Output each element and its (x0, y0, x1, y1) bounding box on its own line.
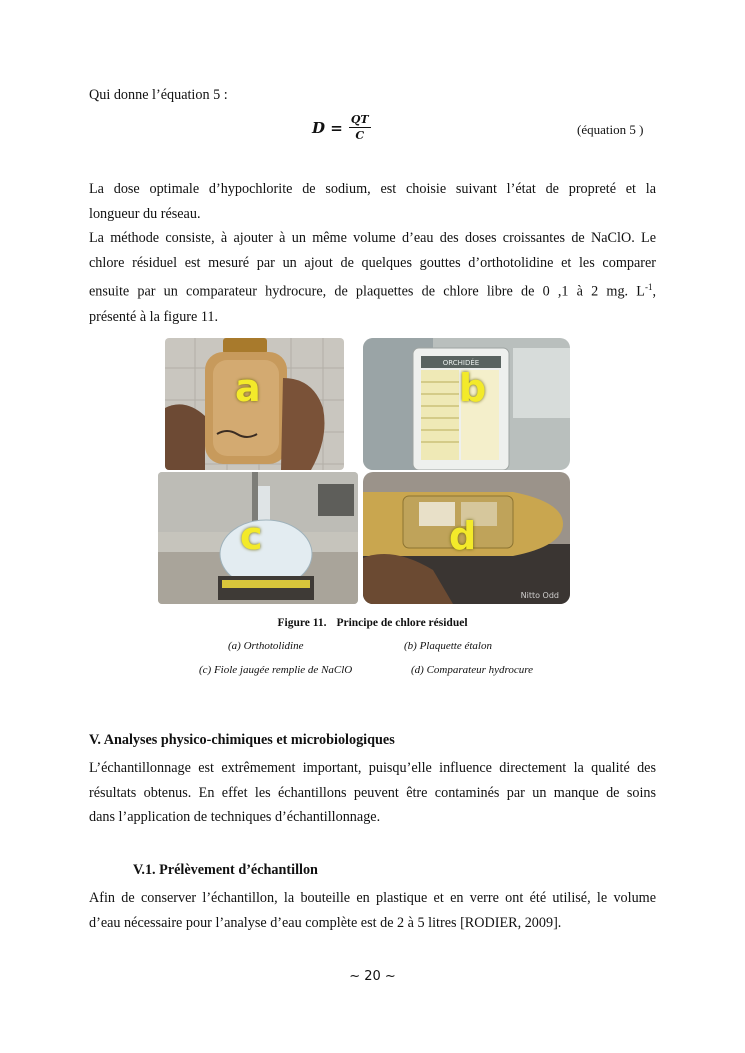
text-line (89, 275, 656, 304)
legend-d: (d) Comparateur hydrocure (411, 664, 533, 676)
brand-label: ORCHIDÉE (442, 359, 480, 367)
paragraph-echantillonnage (89, 756, 656, 830)
text-line: résultats obtenus. En effet les échantillons peuvent être contaminés par un manque de soins (89, 784, 656, 801)
photo-comparateur (363, 472, 570, 604)
figure-title: Principe de chlore résiduel (336, 617, 468, 629)
legend-a: (a) Orthotolidine (228, 640, 304, 652)
text-line-part: , (652, 284, 656, 301)
page-number: ~ 20 ~ (349, 969, 396, 984)
superscript: -1 (644, 282, 653, 293)
text-line: La dose optimale d’hypochlorite de sodium, est choisie suivant l’état de propreté et la (89, 181, 656, 197)
figure-number: Figure 11. (277, 617, 327, 629)
photo-letter-d: d (449, 514, 477, 558)
subsection-heading: V.1. Prélèvement d’échantillon (133, 862, 318, 878)
figure-caption (0, 617, 745, 629)
photo-plaquette (363, 338, 570, 470)
text-line: présenté à la figure 11. (89, 308, 219, 325)
equation-5 (312, 113, 371, 142)
paragraph-prelevement (89, 886, 656, 935)
equation-label: (équation 5 ) (577, 122, 644, 137)
text-line: chlore résiduel est mesuré par un ajout de quelques gouttes d’orthotolidine et les comparer (89, 254, 656, 271)
text-line: La méthode consiste, à ajouter à un même volume d’eau des doses croissantes de NaClO. Le (89, 230, 656, 247)
photo-letter-c: c (240, 514, 263, 558)
intro-text: Qui donne l’équation 5 : (89, 87, 228, 103)
watermark: Nitto Odd (520, 591, 559, 600)
equation-fraction (349, 113, 371, 142)
photo-fiole (158, 472, 358, 604)
photo-letter-a: a (235, 366, 261, 410)
text-line: L’échantillonnage est extrêmement important, puisqu’elle influence directement la qualité des (89, 760, 656, 776)
photo-orthotolidine (165, 338, 344, 470)
text-line: Afin de conserver l’échantillon, la bouteille en plastique et en verre ont été utilisé, le volume (89, 890, 656, 906)
legend-c: (c) Fiole jaugée remplie de NaClO (199, 664, 353, 676)
equation-numerator: QT (350, 113, 369, 126)
paragraph-dose (89, 177, 656, 329)
text-line: d’eau nécessaire pour l’analyse d’eau complète est de 2 à 5 litres [RODIER, 2009]. (89, 914, 562, 931)
section-heading: V. Analyses physico-chimiques et microbiologiques (89, 732, 395, 748)
equation-denominator: C (355, 129, 365, 142)
equation-lhs: D = (312, 118, 343, 137)
text-line: longueur du réseau. (89, 205, 201, 222)
legend-b: (b) Plaquette étalon (404, 640, 492, 652)
text-line-part: ensuite par un comparateur hydrocure, de plaquettes de chlore libre de 0 ,1 à 2 mg. L (89, 284, 645, 301)
photo-letter-b: b (459, 366, 487, 410)
text-line: dans l’application de techniques d’échantillonnage. (89, 809, 381, 826)
